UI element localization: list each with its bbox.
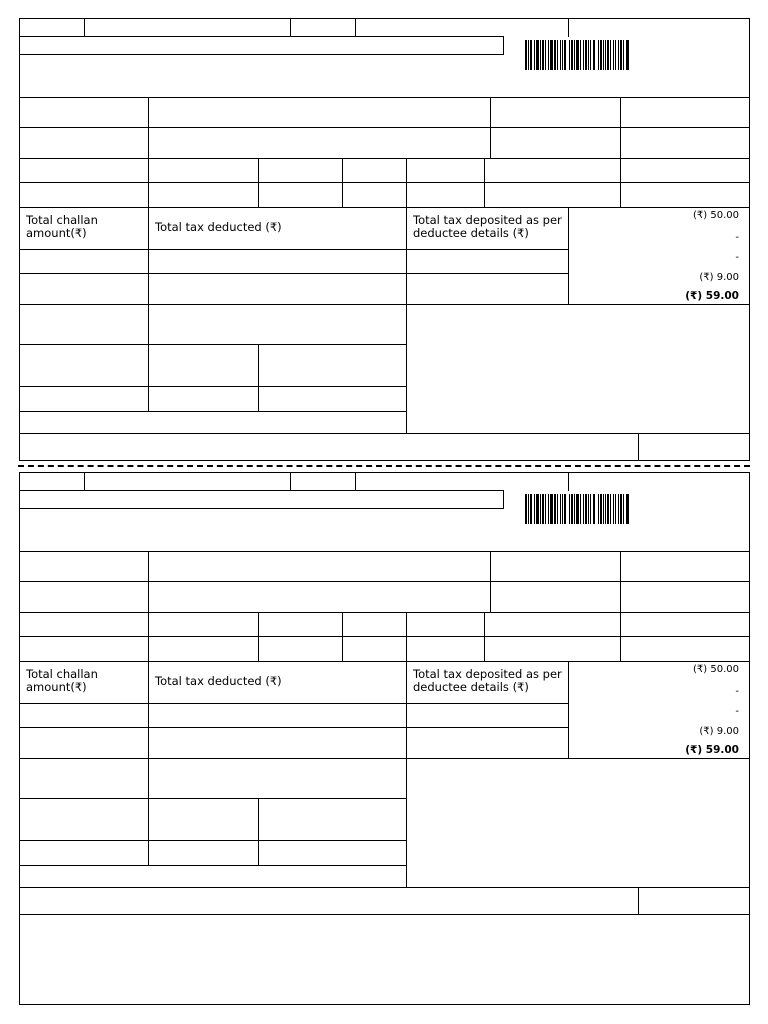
amount-total: (₹) 59.00 [685,290,739,302]
form-rule [290,472,291,491]
form-rule [19,411,407,412]
form-rule [19,54,504,55]
label-total-tax-deposited: Total tax deposited as per deductee details (₹) [413,213,562,240]
form-rule [406,207,407,434]
form-rule [19,472,20,915]
amount-line: - [735,232,739,243]
form-rule [484,158,485,208]
label-total-challan-amount: Total challan amount(₹) [26,667,98,694]
amount-total: (₹) 59.00 [685,744,739,756]
form-rule [355,18,356,37]
form-rule [484,612,485,662]
amount-column [567,454,739,759]
form-rule [84,18,85,37]
form-rule [148,758,149,866]
amount-line: (₹) 50.00 [693,664,739,675]
form-rule [19,887,750,888]
form-rule [19,840,407,841]
form-rule [342,158,343,208]
form-rule [19,344,407,345]
form-rule [148,612,149,662]
form-rule [19,249,569,250]
form-rule [19,798,407,799]
amount-line: - [735,252,739,263]
form-rule [19,36,504,37]
label-total-tax-deducted: Total tax deducted (₹) [155,220,282,234]
form-rule [406,661,407,888]
amount-line: (₹) 9.00 [699,726,739,737]
form-rule [406,612,407,662]
form-rule [19,508,504,509]
form-rule [19,273,569,274]
form-rule [148,551,149,613]
label-total-challan-amount: Total challan amount(₹) [26,213,98,240]
form-rule [19,1004,750,1005]
form-rule [19,18,20,461]
form-rule [19,703,569,704]
form-rule [503,36,504,55]
label-total-tax-deducted: Total tax deducted (₹) [155,674,282,688]
form-rule [749,914,750,1005]
form-rule [638,887,639,915]
form-rule [148,661,149,759]
form-rule [148,207,149,305]
form-rule [749,472,750,915]
cut-line [18,465,750,467]
form-rule [19,914,750,915]
form-rule [342,612,343,662]
form-rule [490,97,491,159]
amount-column [567,0,739,305]
form-rule [258,798,259,866]
form-rule [258,158,259,208]
form-rule [19,914,20,1005]
form-rule [148,97,149,159]
form-rule [19,490,504,491]
form-rule [148,158,149,208]
label-total-tax-deposited: Total tax deposited as per deductee details (₹) [413,667,562,694]
amount-line: (₹) 50.00 [693,210,739,221]
form-rule [490,551,491,613]
form-rule [19,865,407,866]
form-rule [290,18,291,37]
form-rule [749,18,750,461]
amount-line: - [735,706,739,717]
form-rule [258,344,259,412]
form-rule [503,490,504,509]
form-rule [19,727,569,728]
form-rule [406,158,407,208]
form-rule [355,472,356,491]
amount-line: (₹) 9.00 [699,272,739,283]
amount-line: - [735,686,739,697]
form-rule [84,472,85,491]
form-rule [148,304,149,412]
form-rule [258,612,259,662]
form-rule [19,386,407,387]
form-rule [19,433,750,434]
